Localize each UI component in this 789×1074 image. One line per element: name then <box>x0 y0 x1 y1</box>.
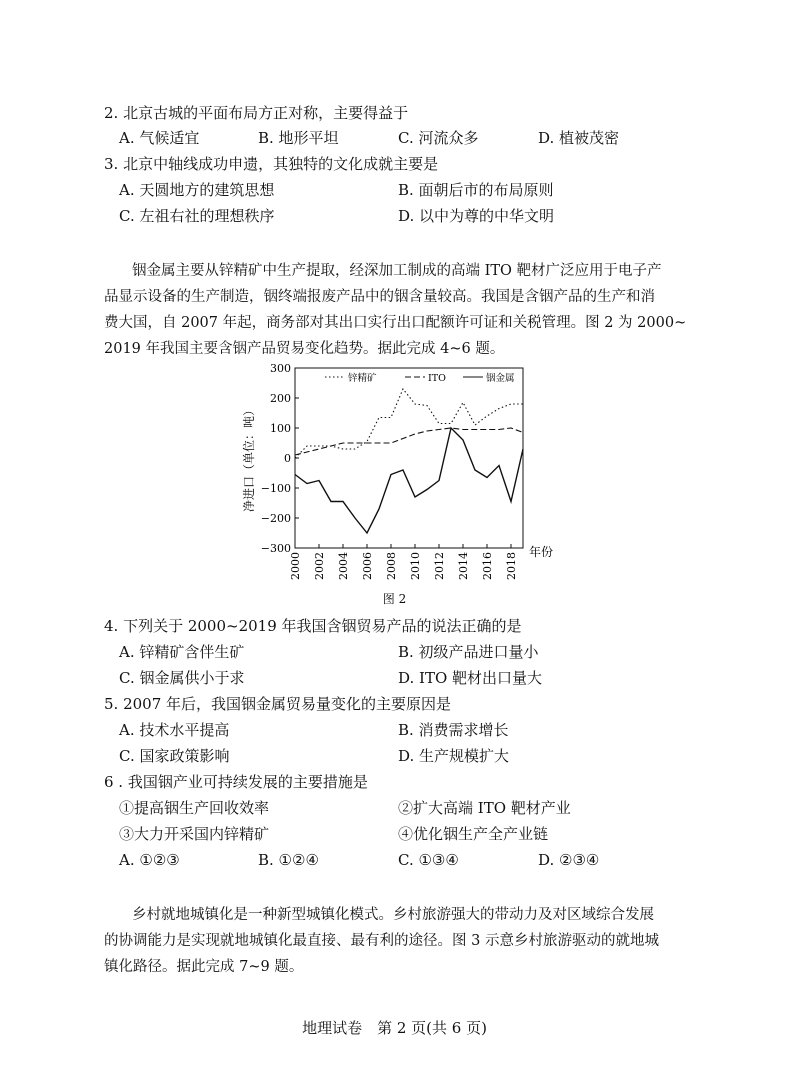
q4-option-b: B. 初级产品进口量小 <box>398 643 539 661</box>
series-line-3 <box>295 428 523 533</box>
q4-stem: 4. 下列关于 2000~2019 年我国含铟贸易产品的说法正确的是 <box>104 617 522 635</box>
q5-option-c: C. 国家政策影响 <box>119 747 230 765</box>
q6-option-c: C. ①③④ <box>398 851 459 869</box>
trade-trend-chart <box>220 360 570 585</box>
passage2-line-2: 的协调能力是实现就地城镇化最直接、最有利的途径。图 3 示意乡村旅游驱动的就地城 <box>104 933 659 949</box>
passage2-line-3: 镇化路径。据此完成 7~9 题。 <box>104 959 304 975</box>
y-tick-label: 100 <box>270 422 291 435</box>
y-tick-label: 0 <box>284 452 291 465</box>
passage2-line-1: 乡村就地城镇化是一种新型城镇化模式。乡村旅游强大的带动力及对区域综合发展 <box>132 907 654 923</box>
q5-option-a: A. 技术水平提高 <box>119 721 230 739</box>
q6-item-3: ③大力开采国内锌精矿 <box>119 825 270 843</box>
y-tick-label: −100 <box>260 482 291 495</box>
x-tick-label: 2004 <box>337 552 350 580</box>
passage1-line-4: 2019 年我国主要含铟产品贸易变化趋势。据此完成 4~6 题。 <box>104 341 505 357</box>
passage1-line-1: 铟金属主要从锌精矿中生产提取，经深加工制成的高端 ITO 靶材广泛应用于电子产 <box>132 263 662 279</box>
x-tick-label: 2000 <box>289 552 302 580</box>
x-tick-label: 2018 <box>505 552 518 580</box>
passage1-line-2: 品显示设备的生产制造，铟终端报废产品中的铟含量较高。我国是含铟产品的生产和消 <box>104 289 655 305</box>
q3-option-a: A. 天圆地方的建筑思想 <box>119 181 275 199</box>
q2-option-b: B. 地形平坦 <box>258 129 339 147</box>
plot-frame <box>295 368 523 548</box>
q6-item-1: ①提高铟生产回收效率 <box>119 799 270 817</box>
y-tick-label: −300 <box>260 542 291 555</box>
x-tick-label: 2016 <box>481 552 494 580</box>
figure-caption: 图 2 <box>382 592 407 606</box>
y-tick-label: 200 <box>270 392 291 405</box>
q6-option-a: A. ①②③ <box>119 851 180 869</box>
q2-option-a: A. 气候适宜 <box>119 129 200 147</box>
y-tick-label: 300 <box>270 362 291 375</box>
x-tick-label: 2008 <box>385 552 398 580</box>
x-tick-label: 2012 <box>433 552 446 580</box>
y-axis-label: 净进口（单位：吨） <box>242 403 256 513</box>
q4-option-a: A. 锌精矿含伴生矿 <box>119 643 245 661</box>
q3-stem: 3. 北京中轴线成功申遗，其独特的文化成就主要是 <box>104 155 439 173</box>
x-tick-label: 2010 <box>409 552 422 580</box>
legend-label-1: 锌精矿 <box>348 373 377 384</box>
y-tick-label: −200 <box>260 512 291 525</box>
q2-option-d: D. 植被茂密 <box>538 129 620 147</box>
q2-option-c: C. 河流众多 <box>398 129 479 147</box>
series-line-1 <box>295 389 523 458</box>
page-footer: 地理试卷 第 2 页(共 6 页) <box>302 1019 487 1037</box>
q5-option-d: D. 生产规模扩大 <box>398 747 510 765</box>
q6-option-d: D. ②③④ <box>538 851 600 869</box>
legend-label-3: 铟金属 <box>486 373 515 384</box>
series-line-2 <box>295 428 523 455</box>
x-tick-label: 2002 <box>313 552 326 580</box>
passage1-line-3: 费大国，自 2007 年起，商务部对其出口实行出口配额许可证和关税管理。图 2 为 2000~ <box>104 315 687 331</box>
q5-stem: 5. 2007 年后，我国铟金属贸易量变化的主要原因是 <box>104 695 452 713</box>
q6-stem: 6 . 我国铟产业可持续发展的主要措施是 <box>104 773 368 791</box>
legend-label-2: ITO <box>428 373 446 384</box>
q6-option-b: B. ①②④ <box>258 851 319 869</box>
x-tick-label: 2006 <box>361 552 374 580</box>
q3-option-c: C. 左祖右社的理想秩序 <box>119 207 275 225</box>
q2-stem: 2. 北京古城的平面布局方正对称，主要得益于 <box>104 104 409 122</box>
q6-item-2: ②扩大高端 ITO 靶材产业 <box>398 799 571 817</box>
q4-option-d: D. ITO 靶材出口量大 <box>398 669 543 687</box>
q4-option-c: C. 铟金属供小于求 <box>119 669 245 687</box>
q5-option-b: B. 消费需求增长 <box>398 721 509 739</box>
q3-option-d: D. 以中为尊的中华文明 <box>398 207 555 225</box>
q3-option-b: B. 面朝后市的布局原则 <box>398 181 554 199</box>
q6-item-4: ④优化铟生产全产业链 <box>398 825 549 843</box>
x-tick-label: 2014 <box>457 552 470 580</box>
x-axis-label: 年份 <box>529 545 554 559</box>
